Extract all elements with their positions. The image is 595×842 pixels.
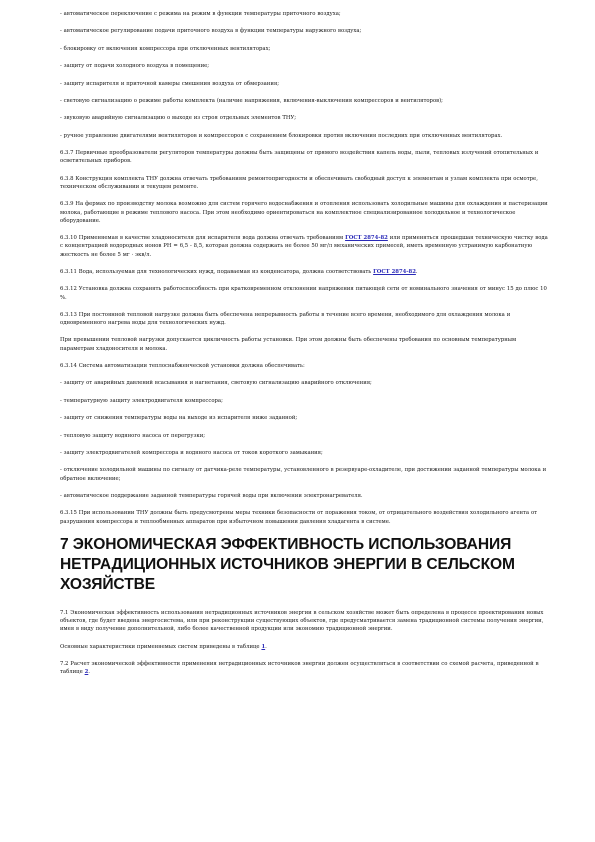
paragraph: - защиту от аварийных давлений всасывания и нагнетания, световую сигнализацию аварийного отключения;: [60, 380, 372, 387]
paragraph: - защиту от подачи холодного воздуха в помещение;: [60, 63, 210, 70]
table-1-link[interactable]: 1: [261, 643, 266, 650]
paragraph-7-2: 7.2 Расчет экономической эффективности применения нетрадиционных источников энергии должен осуществляться в соответствии со схемой расчета, приведенной в таблице 2.: [60, 661, 539, 676]
document-page: [60, 10, 550, 686]
paragraph: - автоматическое переключение с режима на режим в функции температуры приточного воздуха;: [60, 11, 341, 17]
paragraph: - тепловую защиту водяного насоса от перегрузки;: [60, 432, 206, 439]
paragraph: 6.3.15 При использовании ТНУ должны быть предусмотрены меры техники безопасности от поражения током, от отрицательного воздействия холодильного агента от разрушения компрессора и теплообменных аппаратов при избыточном повышении давления хладагента в системе.: [60, 510, 538, 525]
paragraph: - звуковую аварийную сигнализацию о выходе из строя отдельных элементов ТНУ;: [60, 115, 297, 122]
paragraph: 6.3.14 Система автоматизации теплоснабженческой установки должна обеспечивать:: [60, 363, 305, 370]
paragraph: 6.3.9 На фермах по производству молока возможно для систем горячего водоснабжения и отопления использовать холодильные машины для охлаждения и пастеризации молока, работающие в режиме теплового насоса. При этом необходимо ориентироваться на комплектное специализированное холодильное и технологическое оборудование.: [60, 201, 548, 224]
paragraph-7-1: 7.1 Экономическая эффективность использования нетрадиционных источников энергии в сельском хозяйстве может быть определена в процессе проектирования новых объектов, где будет введена энергосистема, или при реконструкции существующих объектов, где предусматривается замена традиционной системы получения энергии, имея в виду получение дополнительной, либо более качественной продукции или экономию традиционной энергии.: [60, 610, 544, 633]
section-heading: 7 ЭКОНОМИЧЕСКАЯ ЭФФЕКТИВНОСТЬ ИСПОЛЬЗОВАНИЯ НЕТРАДИЦИОННЫХ ИСТОЧНИКОВ ЭНЕРГИИ В СЕЛЬСКОМ ХОЗЯЙСТВЕ: [60, 536, 515, 593]
paragraph: - блокировку от включения компрессора при отключенных вентиляторах;: [60, 45, 271, 52]
paragraph: - ручное управление двигателями вентиляторов и компрессоров с сохранением блокировки против включения последних при отключенных вентиляторах.: [60, 132, 503, 139]
paragraph-table-1-ref: Основные характеристики применяемых систем приведены в таблице 1.: [60, 643, 267, 650]
gost-link[interactable]: ГОСТ 2874-82: [373, 268, 416, 275]
paragraph: - защиту от снижения температуры воды на выходе из испарителя ниже заданной;: [60, 415, 298, 422]
paragraph: 6.3.8 Конструкция комплекта ТНУ должна отвечать требованиям ремонтопригодности и обеспечивать свободный доступ к элементам и узлам комплекта при осмотре, техническом обслуживании и текущем ремонте.: [60, 175, 538, 190]
paragraph: - отключение холодильной машины по сигналу от датчика-реле температуры, установленного в резервуаре-охладителе, при достижении заданной температуры молока и обратное включение;: [60, 467, 547, 482]
paragraph: 6.3.7 Первичные преобразователи регуляторов температуры должны быть защищены от прямого воздействия капель воды, пыли, тепловых излучений отопительных и осветительных приборов.: [60, 150, 539, 165]
paragraph-6-3-10: 6.3.10 Применяемая в качестве хладоносителя для испарителя вода должна отвечать требованиям ГОСТ 2874-82 или применяться прошедшая техническую чистку вода с концентрацией водородных ионов РН = 6,5 - 8,5, которая должна содержать не более 50 мг/л механических примесей, иметь временную устранимую карбонатную жесткость не более 5 мг · экв/л.: [60, 235, 548, 258]
paragraph: 6.3.12 Установка должна сохранять работоспособность при кратковременном отклонении напряжения питающей сети от номинального значения от минус 15 до плюс 10 %.: [60, 286, 547, 301]
gost-link[interactable]: ГОСТ 2874-82: [345, 235, 388, 242]
paragraph: - автоматическое регулирование подачи приточного воздуха в функции температуры наружного воздуха;: [60, 28, 362, 35]
paragraphs-middle: [60, 285, 550, 526]
paragraph: - защиту электродвигателей компрессора и водяного насоса от токов короткого замыкания;: [60, 450, 323, 457]
paragraph-6-3-11: 6.3.11 Вода, используемая для технологических нужд, подаваемая из конденсатора, должна соответствовать ГОСТ 2874-82.: [60, 268, 418, 275]
paragraph: - защиту испарителя и приточной камеры смешения воздуха от обмерзания;: [60, 80, 279, 87]
paragraph: При превышении тепловой нагрузки допускается цикличность работы установки. При этом должны быть обеспечены требования по основным температурным параметрам хладоносителя и молока.: [60, 337, 517, 352]
paragraph: - температурную защиту электродвигателя компрессора;: [60, 397, 223, 404]
table-2-link[interactable]: 2: [84, 669, 89, 676]
paragraph: - автоматическое поддержание заданной температуры горячей воды при включении электронагревателя.: [60, 493, 363, 500]
paragraphs-top: [60, 10, 550, 225]
paragraph: 6.3.13 При постоянной тепловой нагрузке должна быть обеспечена непрерывность работы в течение всего времени, необходимого для охлаждения молока и одновременного нагрева воды для технологических нужд.: [60, 311, 511, 327]
paragraph: - световую сигнализацию о режиме работы комплекта (наличие напряжения, включения-выключения компрессоров и вентиляторов);: [60, 97, 443, 104]
